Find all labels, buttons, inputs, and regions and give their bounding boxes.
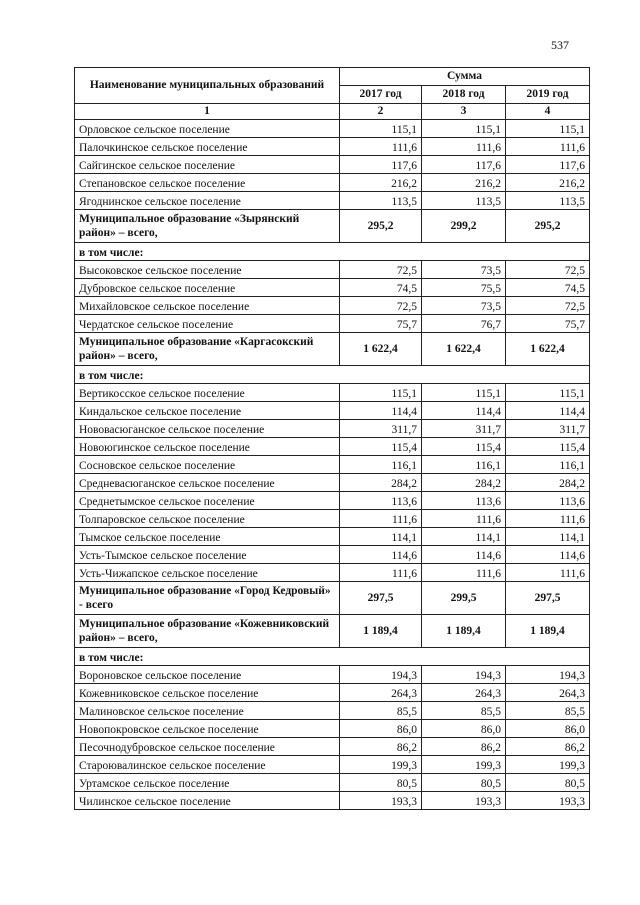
column-number: 3 bbox=[422, 104, 506, 120]
sum-2017: 216,2 bbox=[340, 174, 422, 192]
sum-2019: 114,1 bbox=[506, 528, 590, 546]
sum-2018: 193,3 bbox=[422, 792, 506, 810]
sum-2017: 1 189,4 bbox=[340, 615, 422, 648]
sum-2019: 72,5 bbox=[506, 297, 590, 315]
table-row bbox=[75, 156, 590, 174]
sum-2019: 116,1 bbox=[506, 456, 590, 474]
municipality-name: Толпаровское сельское поселение bbox=[75, 510, 340, 528]
page-number: 537 bbox=[551, 38, 569, 52]
sum-2017: 86,2 bbox=[340, 738, 422, 756]
sum-2018: 216,2 bbox=[422, 174, 506, 192]
municipality-name: Сосновское сельское поселение bbox=[75, 456, 340, 474]
sum-2018: 73,5 bbox=[422, 297, 506, 315]
sum-2019: 1 189,4 bbox=[506, 615, 590, 648]
municipality-name: Чердатское сельское поселение bbox=[75, 315, 340, 333]
municipality-name: Муниципальное образование «Кожевниковский район» – всего, bbox=[75, 615, 340, 648]
sum-2018: 111,6 bbox=[422, 138, 506, 156]
table-row bbox=[75, 492, 590, 510]
sum-2019: 117,6 bbox=[506, 156, 590, 174]
sum-2019: 86,2 bbox=[506, 738, 590, 756]
sum-2018: 85,5 bbox=[422, 702, 506, 720]
sum-2017: 284,2 bbox=[340, 474, 422, 492]
municipality-name: Орловское сельское поселение bbox=[75, 120, 340, 138]
municipality-name: Ягоднинское сельское поселение bbox=[75, 192, 340, 210]
sum-2018: 299,2 bbox=[422, 210, 506, 243]
total-row bbox=[75, 582, 590, 615]
budget-table bbox=[74, 67, 590, 810]
sum-2018: 311,7 bbox=[422, 420, 506, 438]
sum-2018: 73,5 bbox=[422, 261, 506, 279]
sum-2018: 75,5 bbox=[422, 279, 506, 297]
sum-2017: 80,5 bbox=[340, 774, 422, 792]
table-row bbox=[75, 438, 590, 456]
sum-2018: 113,5 bbox=[422, 192, 506, 210]
sum-2019: 113,6 bbox=[506, 492, 590, 510]
sum-2019: 85,5 bbox=[506, 702, 590, 720]
sum-2017: 264,3 bbox=[340, 684, 422, 702]
municipality-name: Нововасюганское сельское поселение bbox=[75, 420, 340, 438]
municipality-name: Малиновское сельское поселение bbox=[75, 702, 340, 720]
sum-2019: 264,3 bbox=[506, 684, 590, 702]
sum-2019: 1 622,4 bbox=[506, 333, 590, 366]
sum-2018: 114,6 bbox=[422, 546, 506, 564]
municipality-name: Кожевниковское сельское поселение bbox=[75, 684, 340, 702]
sum-2018: 1 189,4 bbox=[422, 615, 506, 648]
sum-2018: 113,6 bbox=[422, 492, 506, 510]
sum-2018: 264,3 bbox=[422, 684, 506, 702]
sum-2018: 80,5 bbox=[422, 774, 506, 792]
header-year-2017: 2017 год bbox=[340, 86, 422, 104]
section-label: в том числе: bbox=[75, 243, 590, 261]
header-row bbox=[75, 68, 590, 86]
sum-2018: 111,6 bbox=[422, 510, 506, 528]
table-row bbox=[75, 792, 590, 810]
sum-2018: 86,0 bbox=[422, 720, 506, 738]
sum-2019: 114,4 bbox=[506, 402, 590, 420]
table-row bbox=[75, 474, 590, 492]
sum-2017: 199,3 bbox=[340, 756, 422, 774]
municipality-name: Староювалинское сельское поселение bbox=[75, 756, 340, 774]
header-year-2019: 2019 год bbox=[506, 86, 590, 104]
municipality-name: Михайловское сельское поселение bbox=[75, 297, 340, 315]
table-row bbox=[75, 297, 590, 315]
sum-2017: 193,3 bbox=[340, 792, 422, 810]
sum-2019: 115,1 bbox=[506, 120, 590, 138]
municipality-name: Усть-Чижапское сельское поселение bbox=[75, 564, 340, 582]
sum-2019: 194,3 bbox=[506, 666, 590, 684]
sum-2017: 295,2 bbox=[340, 210, 422, 243]
sum-2019: 297,5 bbox=[506, 582, 590, 615]
sum-2017: 116,1 bbox=[340, 456, 422, 474]
sum-2018: 284,2 bbox=[422, 474, 506, 492]
section-row bbox=[75, 366, 590, 384]
table-row bbox=[75, 720, 590, 738]
sum-2019: 72,5 bbox=[506, 261, 590, 279]
sum-2017: 72,5 bbox=[340, 261, 422, 279]
section-row bbox=[75, 648, 590, 666]
sum-2017: 194,3 bbox=[340, 666, 422, 684]
sum-2017: 114,4 bbox=[340, 402, 422, 420]
sum-2017: 297,5 bbox=[340, 582, 422, 615]
sum-2018: 1 622,4 bbox=[422, 333, 506, 366]
municipality-name: Высоковское сельское поселение bbox=[75, 261, 340, 279]
table-row bbox=[75, 774, 590, 792]
table-row bbox=[75, 510, 590, 528]
table-row bbox=[75, 666, 590, 684]
sum-2019: 114,6 bbox=[506, 546, 590, 564]
sum-2017: 72,5 bbox=[340, 297, 422, 315]
sum-2018: 86,2 bbox=[422, 738, 506, 756]
municipality-name: Киндальское сельское поселение bbox=[75, 402, 340, 420]
sum-2017: 113,6 bbox=[340, 492, 422, 510]
sum-2019: 311,7 bbox=[506, 420, 590, 438]
sum-2017: 114,1 bbox=[340, 528, 422, 546]
sum-2019: 111,6 bbox=[506, 564, 590, 582]
sum-2018: 199,3 bbox=[422, 756, 506, 774]
municipality-name: Палочкинское сельское поселение bbox=[75, 138, 340, 156]
sum-2019: 284,2 bbox=[506, 474, 590, 492]
sum-2017: 111,6 bbox=[340, 564, 422, 582]
column-number: 2 bbox=[340, 104, 422, 120]
table-row bbox=[75, 528, 590, 546]
sum-2018: 116,1 bbox=[422, 456, 506, 474]
sum-2018: 299,5 bbox=[422, 582, 506, 615]
sum-2019: 295,2 bbox=[506, 210, 590, 243]
table-row bbox=[75, 192, 590, 210]
municipality-name: Муниципальное образование «Город Кедровый» - всего bbox=[75, 582, 340, 615]
sum-2017: 75,7 bbox=[340, 315, 422, 333]
table-row bbox=[75, 546, 590, 564]
section-label: в том числе: bbox=[75, 648, 590, 666]
table-row bbox=[75, 684, 590, 702]
municipality-name: Средневасюганское сельское поселение bbox=[75, 474, 340, 492]
table-row bbox=[75, 174, 590, 192]
sum-2018: 111,6 bbox=[422, 564, 506, 582]
header-sum-column: Сумма bbox=[340, 68, 590, 86]
table-row bbox=[75, 120, 590, 138]
sum-2018: 115,1 bbox=[422, 384, 506, 402]
sum-2019: 216,2 bbox=[506, 174, 590, 192]
municipality-name: Вертикосское сельское поселение bbox=[75, 384, 340, 402]
sum-2017: 111,6 bbox=[340, 138, 422, 156]
sum-2017: 117,6 bbox=[340, 156, 422, 174]
sum-2018: 114,1 bbox=[422, 528, 506, 546]
sum-2017: 1 622,4 bbox=[340, 333, 422, 366]
column-number: 4 bbox=[506, 104, 590, 120]
sum-2017: 113,5 bbox=[340, 192, 422, 210]
table-row bbox=[75, 138, 590, 156]
municipality-name: Тымское сельское поселение bbox=[75, 528, 340, 546]
sum-2019: 80,5 bbox=[506, 774, 590, 792]
sum-2019: 75,7 bbox=[506, 315, 590, 333]
column-number: 1 bbox=[75, 104, 340, 120]
table-body bbox=[75, 120, 590, 810]
municipality-name: Муниципальное образование «Зырянский район» – всего, bbox=[75, 210, 340, 243]
sum-2018: 115,1 bbox=[422, 120, 506, 138]
municipality-name: Сайгинское сельское поселение bbox=[75, 156, 340, 174]
table-row bbox=[75, 279, 590, 297]
sum-2018: 76,7 bbox=[422, 315, 506, 333]
sum-2018: 115,4 bbox=[422, 438, 506, 456]
municipality-name: Муниципальное образование «Каргасокский район» – всего, bbox=[75, 333, 340, 366]
sum-2019: 193,3 bbox=[506, 792, 590, 810]
municipality-name: Дубровское сельское поселение bbox=[75, 279, 340, 297]
sum-2019: 111,6 bbox=[506, 510, 590, 528]
sum-2017: 115,1 bbox=[340, 384, 422, 402]
table-row bbox=[75, 420, 590, 438]
table-row bbox=[75, 756, 590, 774]
table-row bbox=[75, 738, 590, 756]
sum-2019: 115,4 bbox=[506, 438, 590, 456]
table-row bbox=[75, 384, 590, 402]
table-row bbox=[75, 315, 590, 333]
sum-2019: 113,5 bbox=[506, 192, 590, 210]
total-row bbox=[75, 210, 590, 243]
sum-2019: 199,3 bbox=[506, 756, 590, 774]
municipality-name: Чилинское сельское поселение bbox=[75, 792, 340, 810]
section-label: в том числе: bbox=[75, 366, 590, 384]
table-row bbox=[75, 564, 590, 582]
sum-2017: 115,4 bbox=[340, 438, 422, 456]
sum-2018: 194,3 bbox=[422, 666, 506, 684]
municipality-name: Песочнодубровское сельское поселение bbox=[75, 738, 340, 756]
municipality-name: Новоюгинское сельское поселение bbox=[75, 438, 340, 456]
sum-2017: 74,5 bbox=[340, 279, 422, 297]
section-row bbox=[75, 243, 590, 261]
sum-2017: 86,0 bbox=[340, 720, 422, 738]
total-row bbox=[75, 615, 590, 648]
header-name-column: Наименование муниципальных образований bbox=[75, 68, 340, 104]
sum-2019: 115,1 bbox=[506, 384, 590, 402]
sum-2017: 115,1 bbox=[340, 120, 422, 138]
municipality-name: Степановское сельское поселение bbox=[75, 174, 340, 192]
table-row bbox=[75, 702, 590, 720]
municipality-name: Новопокровское сельское поселение bbox=[75, 720, 340, 738]
municipality-name: Усть-Тымское сельское поселение bbox=[75, 546, 340, 564]
header-year-2018: 2018 год bbox=[422, 86, 506, 104]
sum-2018: 117,6 bbox=[422, 156, 506, 174]
sum-2019: 74,5 bbox=[506, 279, 590, 297]
municipality-name: Уртамское сельское поселение bbox=[75, 774, 340, 792]
table-row bbox=[75, 402, 590, 420]
sum-2019: 111,6 bbox=[506, 138, 590, 156]
table-row bbox=[75, 261, 590, 279]
column-numbers-row bbox=[75, 104, 590, 120]
sum-2017: 114,6 bbox=[340, 546, 422, 564]
sum-2018: 114,4 bbox=[422, 402, 506, 420]
table-row bbox=[75, 456, 590, 474]
total-row bbox=[75, 333, 590, 366]
municipality-name: Вороновское сельское поселение bbox=[75, 666, 340, 684]
sum-2019: 86,0 bbox=[506, 720, 590, 738]
sum-2017: 85,5 bbox=[340, 702, 422, 720]
sum-2017: 311,7 bbox=[340, 420, 422, 438]
municipality-name: Среднетымское сельское поселение bbox=[75, 492, 340, 510]
sum-2017: 111,6 bbox=[340, 510, 422, 528]
